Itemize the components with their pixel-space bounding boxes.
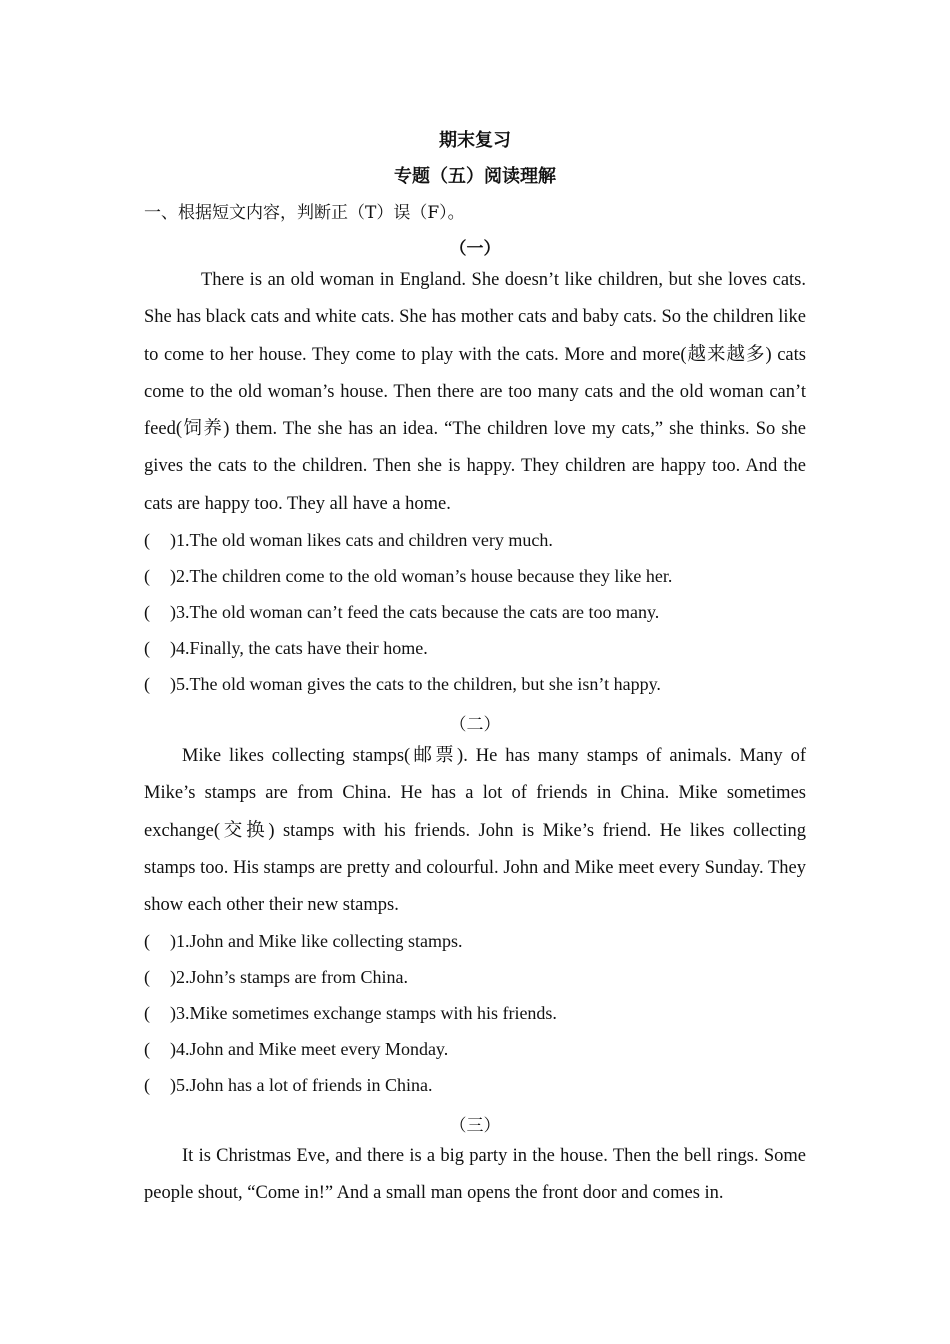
answer-blank[interactable]: (: [144, 638, 150, 658]
section-label-3: （三）: [449, 1116, 501, 1136]
question-text: 5.The old woman gives the cats to the children, but she isn’t happy.: [176, 674, 661, 694]
question-1-5: ( )5.The old woman gives the cats to the children, but she isn’t happy.: [144, 674, 661, 694]
question-text: 3.Mike sometimes exchange stamps with his friends.: [176, 1003, 557, 1023]
answer-blank[interactable]: (: [144, 967, 150, 987]
question-1-4: ( )4.Finally, the cats have their home.: [144, 638, 428, 658]
question-2-2: ( )2.John’s stamps are from China.: [144, 967, 408, 987]
question-2-5: ( )5.John has a lot of friends in China.: [144, 1075, 433, 1095]
answer-blank[interactable]: (: [144, 602, 150, 622]
question-text: 4.John and Mike meet every Monday.: [176, 1039, 449, 1059]
question-text: 1.The old woman likes cats and children very much.: [176, 530, 553, 550]
section-label-2: （二）: [449, 715, 501, 735]
instruction: 一、根据短文内容，判断正（T）误（F）。: [144, 203, 465, 223]
question-1-1: ( )1.The old woman likes cats and children very much.: [144, 530, 553, 550]
question-text: 2.John’s stamps are from China.: [176, 967, 408, 987]
question-text: 2.The children come to the old woman’s house because they like her.: [176, 566, 673, 586]
answer-blank[interactable]: (: [144, 674, 150, 694]
answer-blank[interactable]: (: [144, 1003, 150, 1023]
passage-3: It is Christmas Eve, and there is a big party in the house. Then the bell rings. Some people shout, “Come in!” And a small man opens the front door and comes in.: [144, 1146, 806, 1204]
question-text: 1.John and Mike like collecting stamps.: [176, 931, 463, 951]
question-2-4: ( )4.John and Mike meet every Monday.: [144, 1039, 449, 1059]
page-title: 期末复习: [439, 130, 511, 151]
section-label-1: （一）: [449, 239, 501, 259]
question-2-3: ( )3.Mike sometimes exchange stamps with his friends.: [144, 1003, 557, 1023]
page-subtitle: 专题（五）阅读理解: [394, 166, 556, 187]
answer-blank[interactable]: (: [144, 530, 150, 550]
answer-blank[interactable]: (: [144, 931, 150, 951]
answer-blank[interactable]: (: [144, 1039, 150, 1059]
question-text: 3.The old woman can’t feed the cats because the cats are too many.: [176, 602, 660, 622]
question-1-2: ( )2.The children come to the old woman’s house because they like her.: [144, 566, 673, 586]
passage-2: Mike likes collecting stamps(邮票). He has many stamps of animals. Many of Mike’s stamps are from China. He has a lot of friends in China. Mike sometimes exchange(交换) stamps with his friends. John is Mike’s friend. He likes collecting stamps too. His stamps are pretty and colourful. John and Mike meet every Sunday. They show each other their new stamps.: [144, 746, 806, 916]
question-text: 4.Finally, the cats have their home.: [176, 638, 428, 658]
answer-blank[interactable]: (: [144, 1075, 150, 1095]
answer-blank[interactable]: (: [144, 566, 150, 586]
question-1-3: ( )3.The old woman can’t feed the cats because the cats are too many.: [144, 602, 660, 622]
question-text: 5.John has a lot of friends in China.: [176, 1075, 433, 1095]
question-2-1: ( )1.John and Mike like collecting stamps.: [144, 931, 463, 951]
passage-1: There is an old woman in England. She doesn’t like children, but she loves cats. She has black cats and white cats. She has mother cats and baby cats. So the children like to come to her house. They come to play with the cats. More and more(越来越多) cats come to the old woman’s house. Then there are too many cats and the old woman can’t feed(饲养) them. The she has an idea. “The children love my cats,” she thinks. So she gives the cats to the children. Then she is happy. They children are happy too. And the cats are happy too. They all have a home.: [144, 270, 806, 514]
